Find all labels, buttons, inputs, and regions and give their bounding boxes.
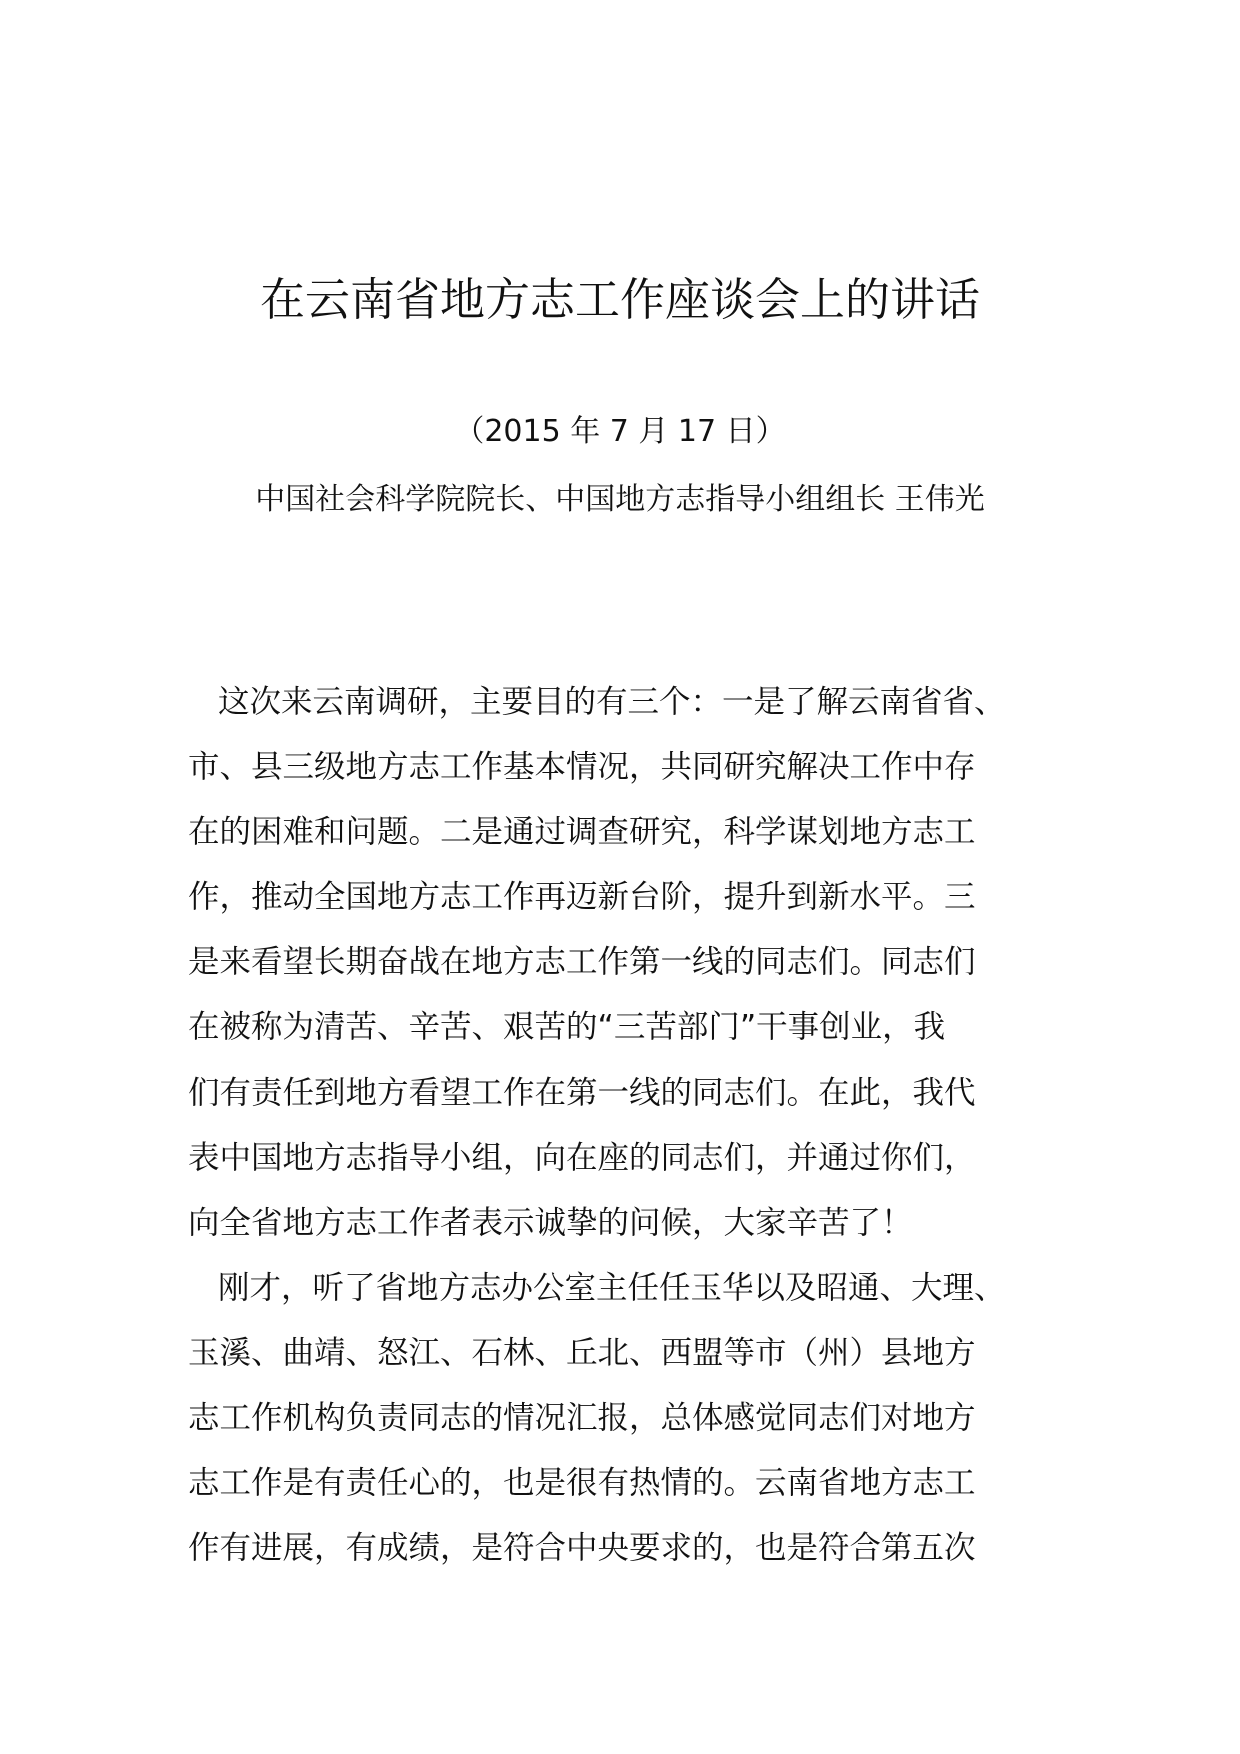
speech-body (188, 670, 1058, 1581)
paragraph-1-line: 向全省地方志工作者表示诚挚的问候，大家辛苦了！ (188, 1204, 913, 1241)
paragraph-2-line: 刚才，听了省地方志办公室主任任玉华以及昭通、大理、 (218, 1269, 1006, 1306)
paragraph-1-line: 在被称为清苦、辛苦、艰苦的“三苦部门”干事创业，我 (188, 1009, 946, 1046)
paragraph-1-line: 们有责任到地方看望工作在第一线的同志们。在此，我代 (188, 1074, 976, 1111)
paragraph-1-line: 这次来云南调研，主要目的有三个：一是了解云南省省、 (218, 684, 1006, 720)
paragraph-2-line: 玉溪、曲靖、怒江、石林、丘北、西盟等市（州）县地方 (188, 1334, 976, 1371)
paragraph-1-line: 作，推动全国地方志工作再迈新台阶，提升到新水平。三 (188, 879, 976, 916)
paragraph-1-line: 表中国地方志指导小组，向在座的同志们，并通过你们， (188, 1139, 976, 1176)
paragraph-2-line: 作有进展，有成绩，是符合中央要求的，也是符合第五次 (188, 1530, 976, 1567)
document-title: 在云南省地方志工作座谈会上的讲话 (259, 273, 980, 326)
paragraph-2-line: 志工作是有责任心的，也是很有热情的。云南省地方志工 (188, 1465, 976, 1502)
paragraph-1-line: 在的困难和问题。二是通过调查研究，科学谋划地方志工 (188, 814, 976, 851)
paragraph-1-line: 市、县三级地方志工作基本情况，共同研究解决工作中存 (188, 749, 976, 786)
speech-date: （2015 年 7 月 17 日） (454, 414, 786, 449)
paragraph-2-line: 志工作机构负责同志的情况汇报，总体感觉同志们对地方 (188, 1400, 976, 1437)
speaker-line: 中国社会科学院院长、中国地方志指导小组组长 王伟光 (255, 482, 985, 517)
paragraph-1-line: 是来看望长期奋战在地方志工作第一线的同志们。同志们 (188, 944, 976, 981)
